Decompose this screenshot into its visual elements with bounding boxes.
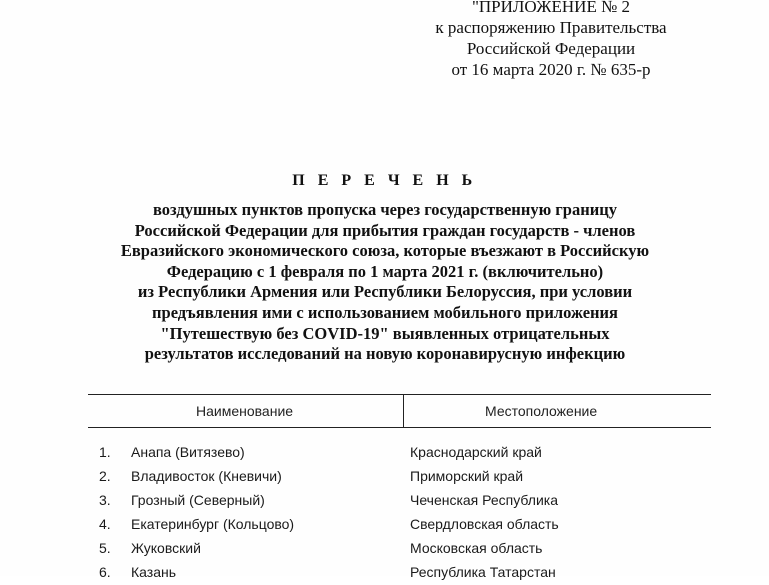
row-number: 6. <box>99 564 111 580</box>
airport-name: Екатеринбург (Кольцово) <box>131 516 295 532</box>
table-row <box>0 441 769 465</box>
row-number: 2. <box>99 468 111 484</box>
subtitle-line: Федерацию с 1 февраля по 1 марта 2021 г. (включительно) <box>166 261 604 281</box>
appendix-number: "ПРИЛОЖЕНИЕ № 2 <box>471 0 631 16</box>
airport-name: Анапа (Витязево) <box>131 444 245 460</box>
airport-location: Республика Татарстан <box>410 564 556 580</box>
table-header <box>88 394 711 428</box>
airport-location: Московская область <box>410 540 543 556</box>
subtitle-line: воздушных пунктов пропуска через государственную границу <box>153 200 617 219</box>
document-title: П Е Р Е Ч Е Н Ь <box>292 172 477 189</box>
column-header-name: Наименование <box>196 403 294 419</box>
appendix-order-ref: к распоряжению Правительства <box>435 18 667 37</box>
airport-location: Чеченская Республика <box>410 492 558 508</box>
airport-location: Свердловская область <box>410 516 559 532</box>
row-number: 3. <box>99 492 111 508</box>
airport-name: Казань <box>131 564 177 580</box>
subtitle-line: предъявления ими с использованием мобильного приложения <box>152 302 618 322</box>
appendix-header <box>406 0 696 80</box>
subtitle-line: Российской Федерации для прибытия граждан государств - членов <box>134 220 636 240</box>
airport-name: Грозный (Северный) <box>131 492 265 508</box>
appendix-authority: Российской Федерации <box>466 39 636 58</box>
document-subtitle <box>60 200 710 365</box>
subtitle-line: из Республики Армения или Республики Белоруссия, при условии <box>137 282 633 302</box>
airport-name: Жуковский <box>131 540 201 556</box>
subtitle-line: "Путешествую без COVID-19" выявленных отрицательных <box>160 323 610 343</box>
table-row <box>0 513 769 537</box>
airport-name: Владивосток (Кневичи) <box>131 468 282 484</box>
table-row <box>0 537 769 561</box>
table-row <box>0 489 769 513</box>
subtitle-line: результатов исследований на новую коронавирусную инфекцию <box>144 344 626 364</box>
airport-location: Приморский край <box>410 468 524 484</box>
column-divider <box>403 394 404 428</box>
airport-location: Краснодарский край <box>410 444 542 460</box>
table-row <box>0 465 769 489</box>
appendix-date: от 16 марта 2020 г. № 635-р <box>451 60 651 79</box>
row-number: 5. <box>99 540 111 556</box>
row-number: 1. <box>99 444 111 460</box>
table-row <box>0 561 769 585</box>
column-header-location: Местоположение <box>485 403 598 419</box>
row-number: 4. <box>99 516 111 532</box>
subtitle-line: Евразийского экономического союза, которые въезжают в Российскую <box>120 241 650 261</box>
